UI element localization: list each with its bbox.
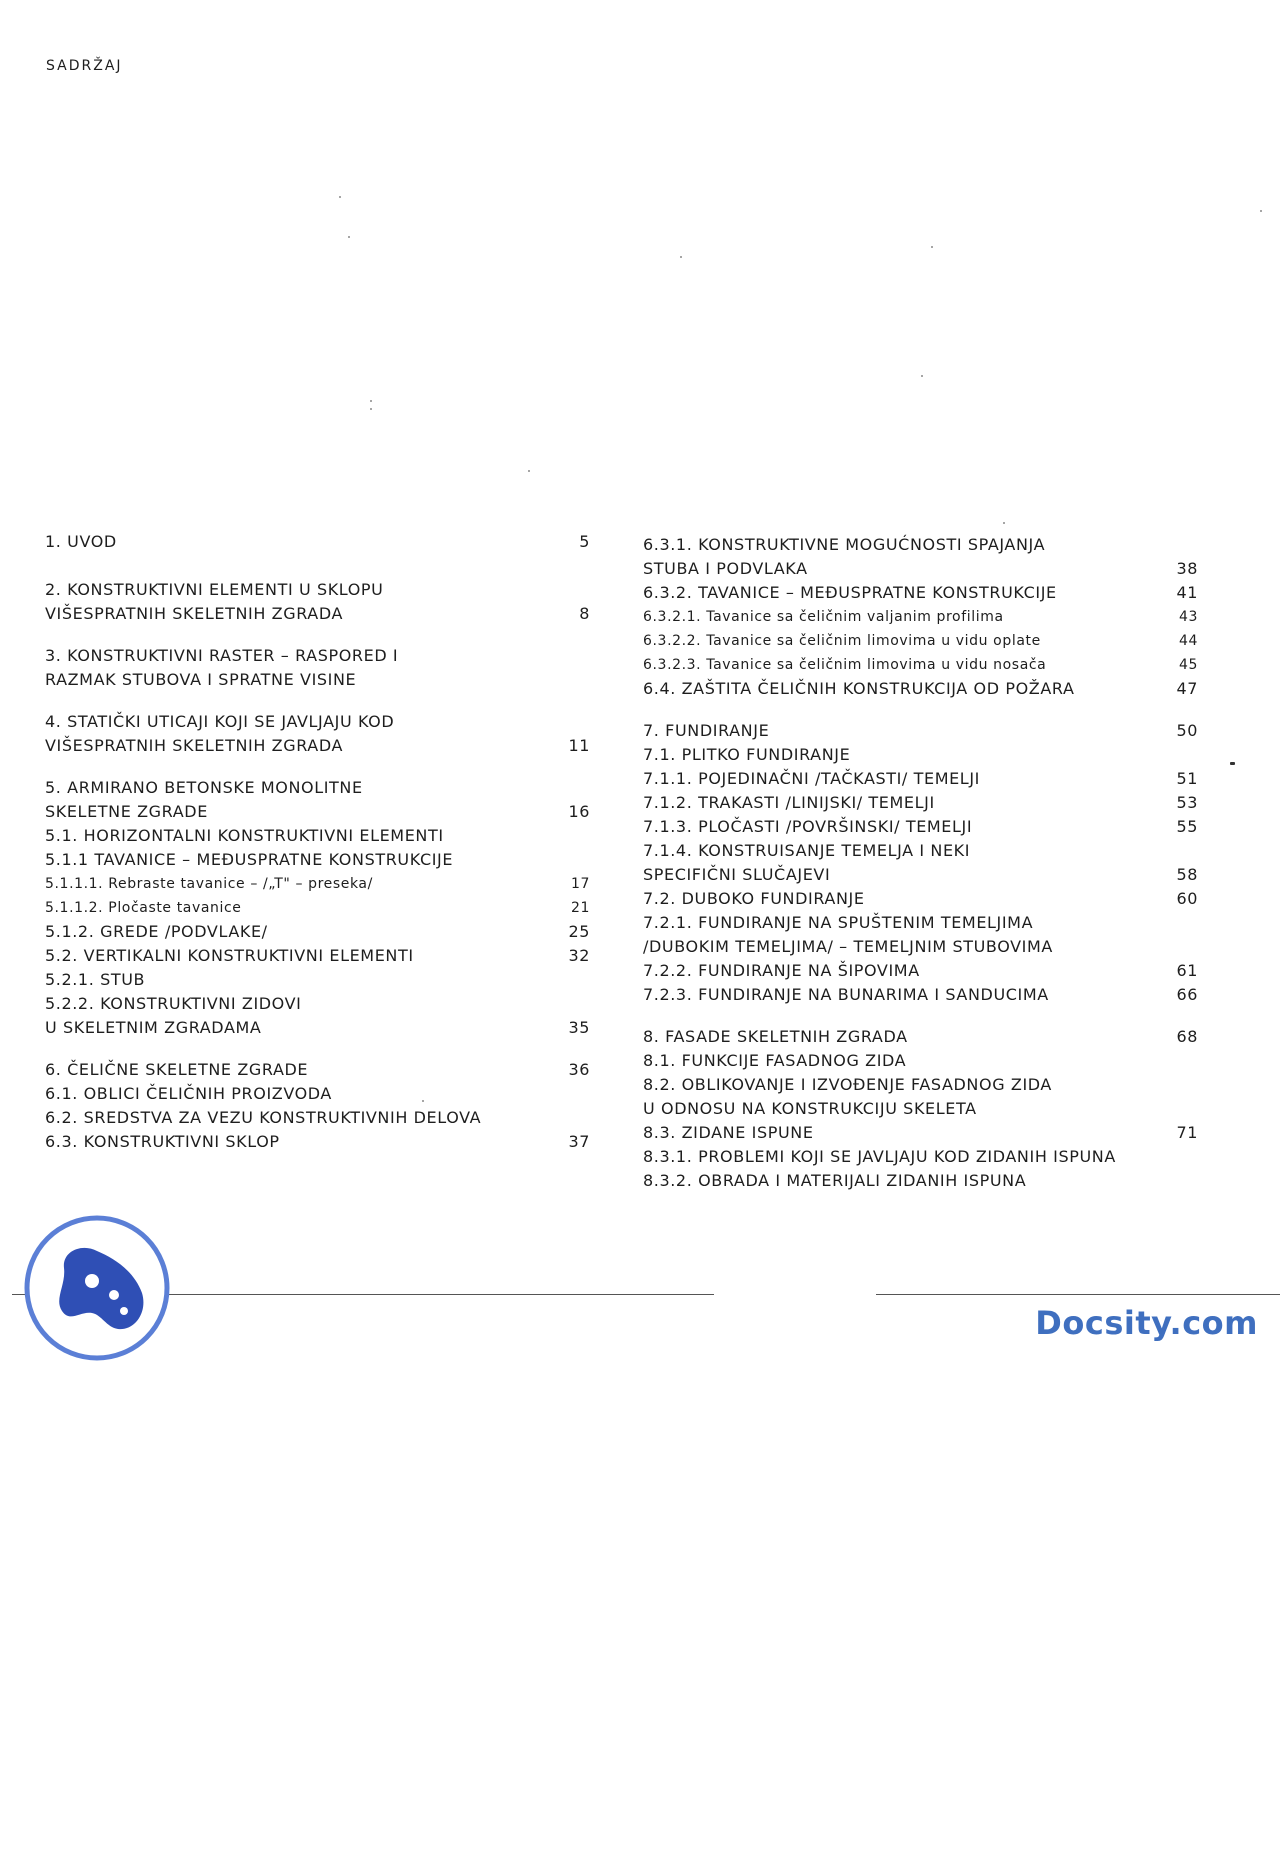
toc-page-number: 58: [1176, 865, 1198, 884]
toc-entry-title: 6.3.2.3. Tavanice sa čeličnim limovima u vidu nosača: [643, 657, 1047, 673]
toc-entry-title: 8.3.1. PROBLEMI KOJI SE JAVLJAJU KOD ZIDANIH ISPUNA: [643, 1147, 1116, 1166]
toc-entry-title: 6.3.1. KONSTRUKTIVNE MOGUĆNOSTI SPAJANJA: [643, 535, 1046, 554]
toc-page-number: 35: [568, 1018, 590, 1037]
docsity-watermark[interactable]: Docsity.com: [1035, 1304, 1258, 1342]
scan-speck: [339, 196, 341, 198]
toc-entry: [643, 653, 1198, 677]
toc-page-number: 8: [579, 604, 590, 623]
toc-entry: [643, 1049, 1198, 1073]
toc-entry: [45, 1058, 590, 1082]
toc-entry: [45, 1130, 590, 1154]
toc-entry-title: RAZMAK STUBOVA I SPRATNE VISINE: [45, 670, 357, 689]
toc-page-number: 21: [570, 900, 590, 916]
toc-page-number: 51: [1176, 769, 1198, 788]
toc-entry-title: 6.4. ZAŠTITA ČELIČNIH KONSTRUKCIJA OD POŽARA: [643, 679, 1075, 698]
toc-page-number: 47: [1176, 679, 1198, 698]
toc-entry-title: 5.1.1.1. Rebraste tavanice – /„T" – preseka/: [45, 876, 373, 892]
toc-entry-title: 8.3. ZIDANE ISPUNE: [643, 1123, 814, 1142]
toc-entry: [643, 1073, 1198, 1121]
toc-entry-title: 8.1. FUNKCIJE FASADNOG ZIDA: [643, 1051, 907, 1070]
toc-entry: [45, 848, 590, 872]
toc-entry-title: 8.2. OBLIKOVANJE I IZVOĐENJE FASADNOG ZIDA: [643, 1075, 1052, 1094]
scan-speck: [370, 400, 372, 402]
toc-page-number: 53: [1176, 793, 1198, 812]
toc-entry: [45, 578, 590, 626]
toc-entry: [45, 824, 590, 848]
toc-entry-title: U ODNOSU NA KONSTRUKCIJU SKELETA: [643, 1099, 977, 1118]
toc-entry-title: 7.1.1. POJEDINAČNI /TAČKASTI/ TEMELJI: [643, 769, 980, 788]
toc-entry-title: 5.2. VERTIKALNI KONSTRUKTIVNI ELEMENTI: [45, 946, 414, 965]
toc-entry-title: 6.1. OBLICI ČELIČNIH PROIZVODA: [45, 1084, 332, 1103]
toc-page-number: 60: [1176, 889, 1198, 908]
toc-entry: [643, 605, 1198, 629]
docsity-logo-icon: [22, 1213, 172, 1363]
toc-entry-title: 5.1.1 TAVANICE – MEĐUSPRATNE KONSTRUKCIJE: [45, 850, 454, 869]
toc-page-number: 50: [1176, 721, 1198, 740]
toc-entry-title: 8. FASADE SKELETNIH ZGRADA: [643, 1027, 908, 1046]
toc-entry: [45, 872, 590, 896]
toc-page-number: 32: [568, 946, 590, 965]
toc-entry: [45, 896, 590, 920]
toc-page-number: 38: [1176, 559, 1198, 578]
toc-entry-title: SKELETNE ZGRADE: [45, 802, 208, 821]
toc-entry: [45, 776, 590, 824]
scan-speck: [1230, 762, 1235, 765]
toc-page-number: 43: [1178, 609, 1198, 625]
toc-entry-title: U SKELETNIM ZGRADAMA: [45, 1018, 262, 1037]
toc-entry: [643, 767, 1198, 791]
toc-entry-title: 5.1. HORIZONTALNI KONSTRUKTIVNI ELEMENTI: [45, 826, 444, 845]
toc-entry-title: VIŠESPRATNIH SKELETNIH ZGRADA: [45, 604, 344, 623]
toc-entry-title: SPECIFIČNI SLUČAJEVI: [643, 865, 831, 884]
toc-entry: [45, 944, 590, 968]
toc-entry-title: 7. FUNDIRANJE: [643, 721, 770, 740]
toc-page-number: 61: [1176, 961, 1198, 980]
toc-entry-title: /DUBOKIM TEMELJIMA/ – TEMELJNIM STUBOVIMA: [643, 937, 1053, 956]
toc-entry-title: 4. STATIČKI UTICAJI KOJI SE JAVLJAJU KOD: [45, 712, 395, 731]
toc-page-number: 25: [568, 922, 590, 941]
toc-entry: [643, 791, 1198, 815]
toc-entry-title: 1. UVOD: [45, 532, 117, 551]
toc-entry-title: 7.1.4. KONSTRUISANJE TEMELJA I NEKI: [643, 841, 971, 860]
toc-entry-title: 6.3.2.2. Tavanice sa čeličnim limovima u vidu oplate: [643, 633, 1041, 649]
toc-entry: [45, 1082, 590, 1106]
toc-page-number: 66: [1176, 985, 1198, 1004]
toc-entry: [45, 530, 590, 554]
toc-entry: [643, 983, 1198, 1007]
scan-speck: [680, 256, 682, 258]
toc-entry: [45, 1106, 590, 1130]
toc-page-number: 11: [568, 736, 590, 755]
toc-page-number: 68: [1176, 1027, 1198, 1046]
toc-entry-title: 5.1.2. GREDE /PODVLAKE/: [45, 922, 268, 941]
scan-speck: [1260, 210, 1262, 212]
toc-entry: [643, 1121, 1198, 1145]
toc-entry-title: 5.2.1. STUB: [45, 970, 146, 989]
toc-entry-title: 3. KONSTRUKTIVNI RASTER – RASPORED I: [45, 646, 399, 665]
toc-page-number: 71: [1176, 1123, 1198, 1142]
toc-entry-title: 6.3. KONSTRUKTIVNI SKLOP: [45, 1132, 280, 1151]
toc-entry-title: 7.2.3. FUNDIRANJE NA BUNARIMA I SANDUCIMA: [643, 985, 1049, 1004]
toc-entry-title: 7.1.2. TRAKASTI /LINIJSKI/ TEMELJI: [643, 793, 935, 812]
scan-speck: [348, 236, 350, 238]
toc-entry: [45, 644, 590, 692]
toc-entry-title: 7.2. DUBOKO FUNDIRANJE: [643, 889, 865, 908]
toc-right-column: [643, 533, 1198, 1193]
scan-speck: [370, 408, 372, 410]
page-title: SADRŽAJ: [46, 58, 123, 74]
toc-entry: [643, 887, 1198, 911]
toc-page-number: 44: [1178, 633, 1198, 649]
toc-entry: [643, 533, 1198, 581]
toc-entry-title: VIŠESPRATNIH SKELETNIH ZGRADA: [45, 736, 344, 755]
toc-entry-title: STUBA I PODVLAKA: [643, 559, 808, 578]
toc-entry-title: 5.1.1.2. Pločaste tavanice: [45, 900, 242, 916]
toc-entry: [643, 1169, 1198, 1193]
docsity-logo: [22, 1213, 172, 1363]
footer-rule-right: [876, 1294, 1280, 1295]
toc-entry: [643, 677, 1198, 701]
toc-entry-title: 7.2.2. FUNDIRANJE NA ŠIPOVIMA: [643, 961, 920, 980]
toc-page-number: 5: [579, 532, 590, 551]
toc-entry-title: 6.3.2.1. Tavanice sa čeličnim valjanim profilima: [643, 609, 1004, 625]
scan-speck: [528, 470, 530, 472]
toc-entry: [643, 959, 1198, 983]
toc-entry: [643, 1025, 1198, 1049]
toc-entry: [643, 581, 1198, 605]
scan-speck: [931, 246, 933, 248]
toc-entry: [643, 719, 1198, 743]
toc-entry-title: 7.2.1. FUNDIRANJE NA SPUŠTENIM TEMELJIMA: [643, 913, 1034, 932]
toc-entry-title: 6.2. SREDSTVA ZA VEZU KONSTRUKTIVNIH DELOVA: [45, 1108, 482, 1127]
toc-left-column: [45, 530, 590, 1154]
toc-entry-title: 8.3.2. OBRADA I MATERIJALI ZIDANIH ISPUNA: [643, 1171, 1027, 1190]
toc-entry-title: 7.1. PLITKO FUNDIRANJE: [643, 745, 851, 764]
toc-page-number: 55: [1176, 817, 1198, 836]
toc-entry: [45, 992, 590, 1040]
toc-entry: [643, 839, 1198, 887]
toc-page-number: 37: [568, 1132, 590, 1151]
toc-entry-title: 2. KONSTRUKTIVNI ELEMENTI U SKLOPU: [45, 580, 384, 599]
toc-entry: [643, 1145, 1198, 1169]
scan-speck: [921, 375, 923, 377]
toc-entry-title: 5.2.2. KONSTRUKTIVNI ZIDOVI: [45, 994, 302, 1013]
toc-entry: [45, 920, 590, 944]
toc-page-number: 41: [1176, 583, 1198, 602]
toc-entry: [643, 911, 1198, 959]
toc-entry-title: 6. ČELIČNE SKELETNE ZGRADE: [45, 1060, 309, 1079]
toc-entry: [643, 629, 1198, 653]
toc-page-number: 16: [568, 802, 590, 821]
toc-page-number: 45: [1178, 657, 1198, 673]
scan-speck: [1003, 522, 1005, 524]
toc-entry-title: 5. ARMIRANO BETONSKE MONOLITNE: [45, 778, 363, 797]
toc-entry: [643, 815, 1198, 839]
toc-entry: [45, 710, 590, 758]
toc-page-number: 17: [570, 876, 590, 892]
toc-entry: [643, 743, 1198, 767]
toc-entry-title: 7.1.3. PLOČASTI /POVRŠINSKI/ TEMELJI: [643, 817, 973, 836]
toc-entry-title: 6.3.2. TAVANICE – MEĐUSPRATNE KONSTRUKCIJE: [643, 583, 1057, 602]
toc-entry: [45, 968, 590, 992]
toc-page-number: 36: [568, 1060, 590, 1079]
